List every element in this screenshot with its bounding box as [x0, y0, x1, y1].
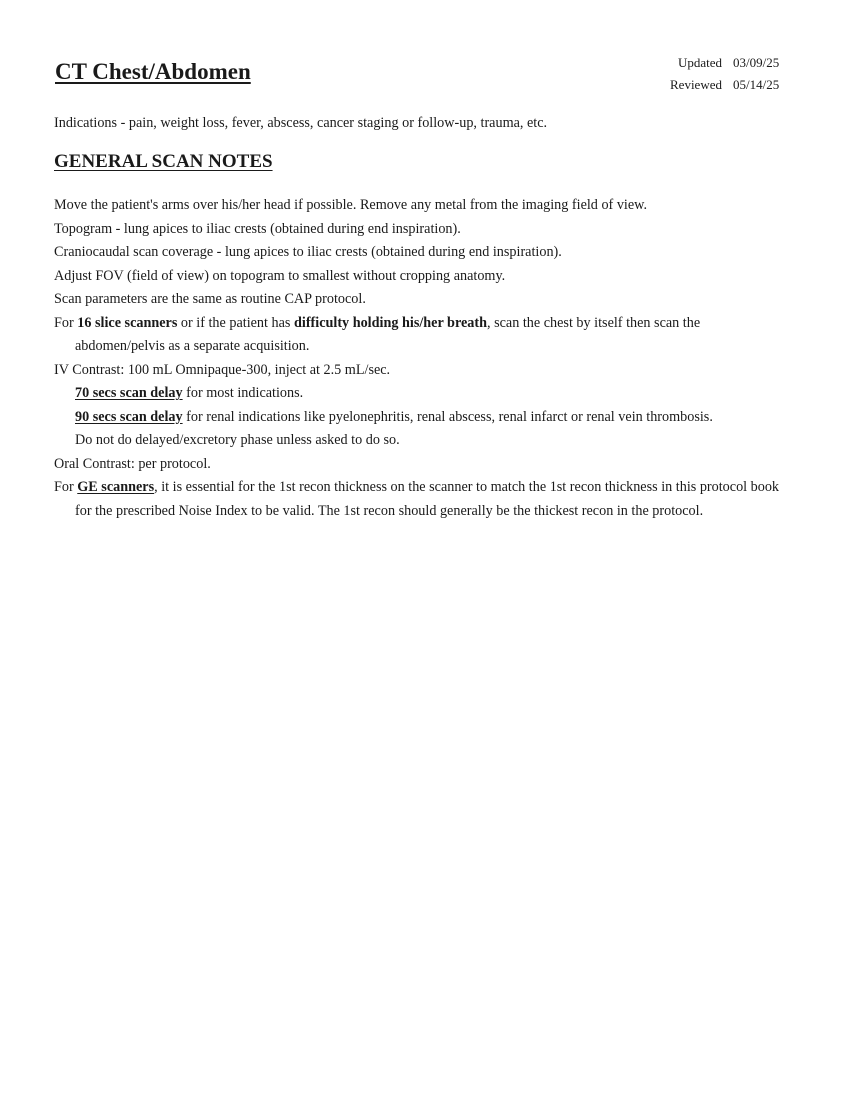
indications-text: Indications - pain, weight loss, fever, abscess, cancer staging or follow-up, trauma, etc. — [54, 115, 548, 131]
note-arms: Move the patient's arms over his/her head if possible. Remove any metal from the imaging field of view. — [54, 197, 648, 213]
page-title: CT Chest/Abdomen — [55, 59, 251, 84]
note-delay-90 — [54, 406, 789, 430]
slice-post: , scan the chest by itself then scan the abdomen/pelvis as a separate acquisition. — [75, 314, 701, 354]
slice-pre: For — [54, 314, 78, 331]
note-topogram: Topogram - lung apices to iliac crests (obtained during end inspiration). — [54, 220, 461, 237]
note-fov: Adjust FOV (field of view) on topogram to smallest without cropping anatomy. — [54, 267, 506, 284]
reviewed-date: 05/14/25 — [732, 77, 780, 92]
ge-emph: GE scanners — [77, 479, 155, 495]
section-heading: GENERAL SCAN NOTES — [54, 151, 273, 172]
delay-90-rest: for renal indications like pyelonephritis, renal abscess, renal infarct or renal vein thrombosis. — [182, 408, 713, 425]
reviewed-label: Reviewed — [670, 77, 722, 92]
note-iv-contrast: IV Contrast: 100 mL Omnipaque-300, inject at 2.5 mL/sec. — [54, 361, 391, 378]
updated-label: Updated — [677, 55, 722, 70]
delay-90-emph: 90 secs scan delay — [75, 408, 183, 425]
ge-post: , it is essential for the 1st recon thickness on the scanner to match the 1st recon thickness in this protocol book for the prescribed Noise Index to be valid. The 1st recon should generally be the thickest recon in the protocol. — [75, 479, 780, 519]
scan-notes-list — [54, 194, 789, 523]
slice-bold-scanners: 16 slice scanners — [77, 314, 178, 331]
ge-pre: For — [54, 479, 78, 495]
date-info — [670, 52, 779, 96]
note-params: Scan parameters are the same as routine CAP protocol. — [54, 291, 366, 307]
delay-70-rest: for most indications. — [182, 385, 304, 401]
note-ge-scanners — [54, 476, 789, 523]
note-slice-scanners — [54, 312, 789, 359]
note-delay-70 — [54, 382, 789, 406]
note-coverage: Craniocaudal scan coverage - lung apices to iliac crests (obtained during end inspiration). — [54, 244, 562, 260]
note-delayed-phase: Do not do delayed/excretory phase unless asked to do so. — [75, 432, 400, 448]
slice-mid: or if the patient has — [177, 314, 294, 331]
updated-date: 03/09/25 — [732, 55, 780, 70]
updated-row — [670, 52, 779, 74]
reviewed-row — [670, 74, 779, 96]
delay-70-emph: 70 secs scan delay — [75, 385, 183, 401]
slice-bold-breath: difficulty holding his/her breath — [293, 314, 487, 331]
note-oral-contrast: Oral Contrast: per protocol. — [54, 455, 211, 472]
